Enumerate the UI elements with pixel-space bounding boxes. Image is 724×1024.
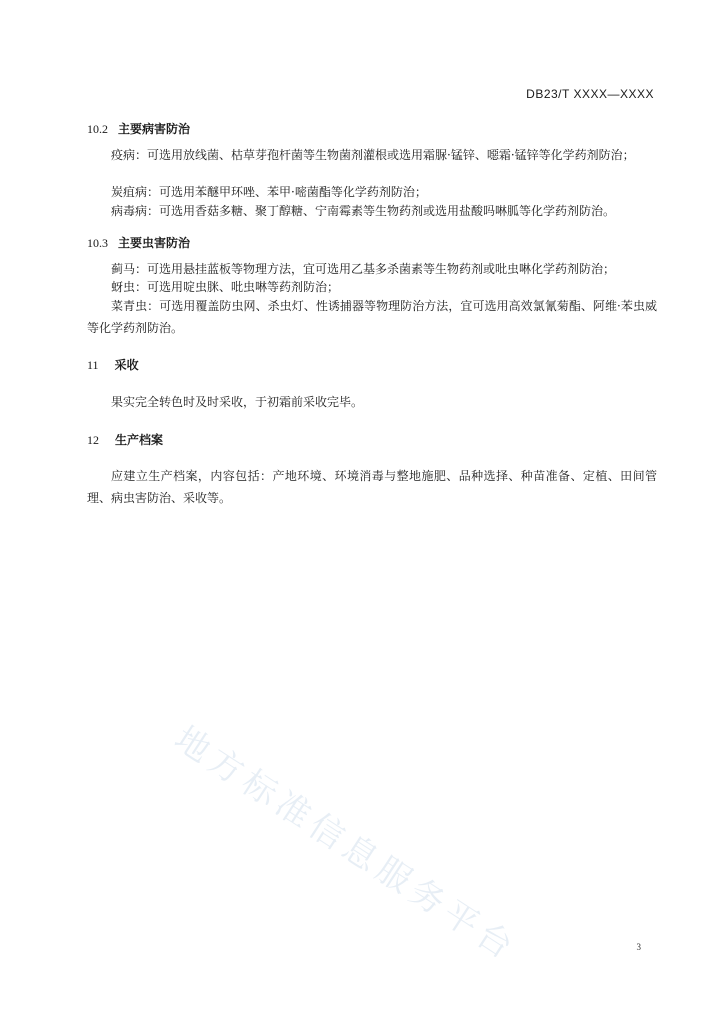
section-heading-11 (87, 356, 139, 373)
paragraph-aphids: 蚜虫：可选用啶虫脒、吡虫啉等药剂防治； (111, 280, 340, 294)
section-number: 12 (87, 433, 99, 447)
section-title: 主要虫害防治 (118, 236, 191, 250)
paragraph-cabbage-worm: 菜青虫：可选用覆盖防虫网、杀虫灯、性诱捕器等物理防治方法，宜可选用高效氯氰菊酯、阿维·苯虫威等化学药剂防治。 (87, 299, 657, 335)
section-title: 采收 (114, 358, 139, 372)
paragraph-harvest: 果实完全转色时及时采收，于初霜前采收完毕。 (111, 395, 364, 409)
section-title: 生产档案 (115, 433, 164, 447)
standard-code: DB23/T XXXX—XXXX (526, 87, 654, 101)
section-heading-10-3 (87, 234, 190, 251)
paragraph-blight: 疫病：可选用放线菌、枯草芽孢杆菌等生物菌剂灌根或选用霜脲·锰锌、噁霜·锰锌等化学药剂防治； (111, 148, 635, 162)
section-heading-12 (87, 431, 163, 448)
section-number: 11 (87, 358, 99, 372)
section-number: 10.2 (87, 122, 108, 136)
section-title: 主要病害防治 (118, 122, 191, 136)
section-heading-10-2 (87, 120, 190, 137)
section-number: 10.3 (87, 236, 108, 250)
paragraph-records: 应建立生产档案，内容包括：产地环境、环境消毒与整地施肥、品种选择、种苗准备、定植、田间管理、病虫害防治、采收等。 (87, 469, 657, 505)
paragraph-virus: 病毒病：可选用香菇多糖、聚丁醇糖、宁南霉素等生物药剂或选用盐酸吗啉胍等化学药剂防治。 (111, 204, 616, 218)
page-number: 3 (636, 942, 641, 952)
paragraph-anthracnose: 炭疽病：可选用苯醚甲环唑、苯甲·嘧菌酯等化学药剂防治； (111, 185, 427, 199)
paragraph-thrips: 蓟马：可选用悬挂蓝板等物理方法，宜可选用乙基多杀菌素等生物药剂或吡虫啉化学药剂防治； (111, 262, 616, 276)
watermark: 地方标准信息服务平台 (167, 718, 525, 971)
